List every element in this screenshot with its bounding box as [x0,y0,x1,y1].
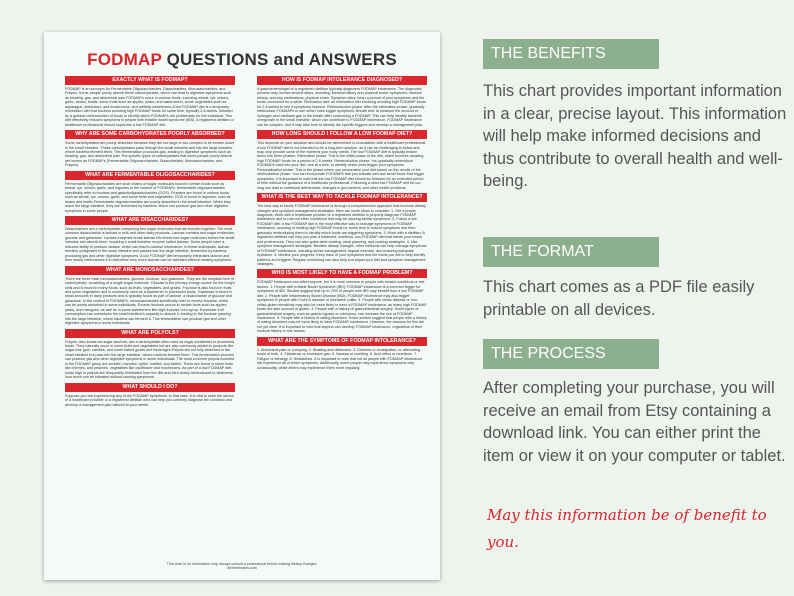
section-body: There are three main monosaccharides: glucose, fructose, and galactose. They are the simplest form of carbohydrate, consisting of a single sugar molecule. Glucose is the primary energy source for the body's cells and is found in many foods, such as fruits, vegetables, and grains. Fructose is also found in fruits and some vegetables and is commonly used as a sweetener in processed foods. Galactose is found in small amounts in dairy products and is typically found as part of lactose, a disaccharide of glucose and galactose. In the context of FODMAPs, monosaccharides specifically refer to excess fructose, which can be poorly absorbed in some individuals. Excess fructose occurs in certain fruits such as apples, pears, and mangoes, as well as in some sweeteners like high-fructose corn syrup. Excessive fruit consumption can overwhelm the small intestine's capacity to absorb it, leading to the fructose passing into the large intestine, where bacteria can ferment it. This fermentation can produce gas and other digestive symptoms in some individuals. [65,276,235,326]
section-heading: WHO IS MOST LIKELY TO HAVE A FODMAP PROBLEM? [257,269,427,278]
section-heading: WHAT ARE THE SYMPTOMS OF FODMAP INTOLERANCE? [257,337,427,346]
section-body: This depends on your situation and should be determined in consultation with a healthcare professional. A low FODMAP diet is not intended to be a long-term solution, as it can be challenging to follow and may only provide some of the nutrients your body needs. The low FODMAP diet is typically broken down into three phases: Elimination phase: This is the initial phase of the diet, which involves avoiding high FODMAP foods for a period of 2-6 weeks. Reintroduction phase: You gradually reintroduce FODMAPs back into your diet, one at a time, to identify which ones trigger your symptoms. Personalization phase: This is the phase where you personalize your diet based on the results of the reintroduction phase. You can incorporate FODMAPs that you tolerate well and avoid those that trigger symptoms. It is important to note that the low FODMAP diet should be followed for an extended period of time without the guidance of a healthcare professional. Following a strict low FODMAP diet for too long can lead to nutritional deficiencies, changes in gut bacteria, and other health problems. [257,141,427,190]
section-body: A gastroenterologist or a registered dietitian typically diagnoses FODMAP intolerance. The diagnostic process may involve several steps, including: Medical history and physical exam: symptoms, medical history, and any medications, physical exam. Symptom diary: keep a journal of your symptoms and the foods consumed for a while. Elimination diet: an elimination diet involving avoiding high FODMAP foods for 2-6 weeks to see if symptoms improve. Reintroduction phase: After the elimination phase, gradually reintroduce FODMAPs to see which ones trigger symptoms. Breath test: to measure the amount of hydrogen and methane gas in the breath after consuming a FODMAP. This can help identify bacterial overgrowth in the small intestine, which can contribute to FODMAP intolerance. FODMAP intolerance can be complex, and it may take time to identify the specific triggers and develop a management plan. [257,87,426,127]
section-heading: WHAT ARE POLYOLS? [65,329,235,338]
benefits-text: This chart provides important information in a clear, precise layout. This information will help make informed decisions and thus contribute to overall health and well-being. [483,82,787,190]
section [257,76,427,127]
process-label: THE PROCESS [483,339,659,369]
section [65,216,235,263]
footer-disclaimer: This chart is for information only, always consult a professional before making dietary changes. [166,562,318,566]
format-text: This chart comes as a PDF file easily printable on all devices. [483,278,755,319]
section-body: FODMAP intolerance can affect anyone, but it is more common in people with certain conditions or risk factors. 1. People with Irritable Bowel Syndrome (IBS): FODMAP intolerance is a common trigger for symptoms of IBS. Studies suggest that up to 75% of people with IBS may benefit from a low FODMAP diet. 2. People with Inflammatory Bowel Disease (IBD): FODMAP intolerance may also trigger symptoms in people with Crohn's disease or ulcerative colitis. 3. People with celiac disease or non-celiac gluten sensitivity may also be more likely to have a FODMAP intolerance, as many high FODMAP foods are also sources of gluten. 4. People with a history of gastrointestinal surgery: Some types of gastrointestinal surgery, such as gastric bypass or colectomy, can increase the risk of FODMAP intolerance. 5. People with a history of eating disorders: Some studies suggest that people with a history of eating disorders may be more likely to have FODMAP intolerance. However, the reasons for this are not yet clear. It is important to note that anyone can develop FODMAP intolerance, regardless of their medical history or risk factors. [257,280,427,334]
section-body: 1. Abdominal pain or cramping. 2. Bloating and distension. 3. Diarrhea or constipation, or alternating bouts of both. 4. Flatulence or excessive gas. 5. Nausea or vomiting. 6. Acid reflux or heartburn. 7. Fatigue or lethargy. 8. Headaches. It is important to note that not all people with FODMAP intolerance will experience all of these symptoms. Additionally, some people may experience symptoms only occasionally, while others may experience them more regularly. [257,347,423,370]
section-body: Suppose you are experiencing any of the FODMAP symptoms. In that case, it is vital to seek the advice of a healthcare provider or a registered dietitian who can help you correctly diagnose the condition and develop a management plan tailored to your needs. [65,393,234,407]
section-heading: HOW IS FODMAP INTOLERANCE DIAGNOSED? [257,76,427,85]
section [257,130,427,190]
section-body: Some carbohydrates are poorly absorbed because they are too large or too complex to be broken down in the small intestine. These carbohydrates pass through the small intestine and into the large intestine, where bacteria ferment them. This fermentation produces gas, leading to digestive symptoms such as bloating, gas, and abdominal pain.The specific types of carbohydrates that some people poorly absorb are known as FODMAPs (Fermentable Oligosaccharides, Disaccharides, Monosaccharides, and Polyols). [65,141,235,168]
section [65,76,235,127]
benefits-label: THE BENEFITS [483,39,659,69]
section [65,266,235,326]
section-body: Polyols, also known as sugar alcohols, are a carbohydrate often used as sugar substitutes in processed foods. They naturally occur in some fruits and vegetables but are also commonly added to products like sugar-free gum, candies, and some baked goods and beverages.Polyols are not fully absorbed in the small intestine but pass into the large intestine, where bacteria ferment them. This fermentation process can produce gas and other digestive symptoms in some individuals. The most common polyols included in the FODMAP group are sorbitol, mannitol, xylitol, maltitol, and lactitol. These are found in stone fruits like cherries, and peaches, vegetables like cauliflower and mushrooms. As part of a low FODMAP diet, foods high in polyols are temporarily eliminated from the diet and then slowly reintroduced to determine how much can be tolerated without causing symptoms. [65,339,235,380]
section-body: Fermentable Oligosaccharides are short chains of sugar molecules found in certain foods such as wheat, rye, onions, garlic, and legumes.In the context of FODMAPs, fermentable oligosaccharides specifically refer to fructans and galactooligosaccharides (GOS). Fructans are found in various foods such as wheat, rye, onions, garlic, and some fruits and vegetables. GOS is found in legumes, such as beans and lentils.Fermentable oligosaccharides are poorly absorbed in the small intestine. When they reach the large intestine, they are fermented by bacteria, which can produce gas and other digestive symptoms in some people. [65,181,231,213]
left-column [65,76,235,556]
section-body: The best way to tackle FODMAP intolerance is through a comprehensive approach that involves dietary changes and symptom management strategies. Here are some steps to consider: 1. Get a proper diagnosis: Work with a healthcare provider or a registered dietitian to properly diagnose FODMAP intolerance and to rule out other conditions that may be causing similar symptoms. 2. Follow a low FODMAP diet: a low FODMAP diet is the most effective way to manage symptoms of FODMAP intolerance, avoiding or limiting high FODMAP foods for some time to reduce symptoms and then gradually reintroducing them to identify which foods are triggering symptoms. 3. Work with a dietitian: A registered dietitian can help you plan a balanced, nutritious, low-FODMAP diet that meets your needs and preferences. They can also guide label reading, meal planning, and cooking strategies. 4. Use symptom management strategies: Besides dietary changes, other methods can help manage symptoms of FODMAP intolerance, including stress management, regular exercise, and ensuring adequate hydration. 5. Monitor your progress: Keep track of your symptoms and the foods you eat to help identify patterns and triggers. Regular monitoring can also help you adjust your diet and symptom management strategies. [257,204,427,266]
section-body: Disaccharides are a carbohydrate comprising two sugar molecules that are bonded together. The most common disaccharide is lactose in milk and other dairy products. Lactose contains two sugar molecules: glucose and galactose. Lactase enzymes break lactose into these two sugar molecules before the small intestine can absorb them, requiring a small intestine enzyme called lactase. Some people have a reduced ability to produce lactase, which can lead to lactose intolerance. In these individuals, lactose remains undigested in the small intestine and passes into the large intestine, fermented by bacteria, producing gas and other digestive symptoms. A low FODMAP diet temporarily eliminates lactose and then slowly reintroduces it to determine how much lactose can be tolerated without causing symptoms. [65,226,235,263]
section-heading: WHAT ARE FERMENTABLE OLIGOSACCHARIDES? [65,171,235,180]
format-label: THE FORMAT [483,237,659,267]
document-title [44,50,440,70]
section [257,269,427,333]
section [257,193,427,266]
section-heading: WHY ARE SOME CARBOHYDRATES POORLY ABSORBED? [65,130,235,139]
section [65,383,235,407]
section [257,337,427,370]
section-heading: EXACTLY WHAT IS FODMAP? [65,76,235,85]
closing-message: May this information be of benefit to you. [487,506,767,551]
right-column [257,76,427,556]
document-title-rest: QUESTIONS and ANSWERS [161,50,397,69]
section [65,329,235,380]
section-heading: HOW LONG SHOULD I FOLLOW A LOW FODMAP DIET? [257,130,427,139]
section-heading: WHAT ARE MONOSACCHARIDES? [65,266,235,275]
section [65,130,235,168]
footer-website: dietreminders.com [227,566,257,571]
chart-document [44,32,440,580]
section-heading: WHAT ARE DISACCHARIDES? [65,216,235,225]
section-heading: WHAT SHOULD I DO? [65,383,235,392]
document-footer [44,562,440,571]
document-title-fodmap: FODMAP [87,50,162,69]
section [65,171,235,213]
section-body: FODMAP is an acronym for Fermentable Oligosaccharides, Disaccharides, Monosaccharides, and Polyols. Some people poorly absorb these carbohydrates, which can lead to digestive symptoms such as bloating, gas, and abdominal pain.FODMAPs occur in various foods, including wheat, rye, onions, garlic, beans, lentils, some fruits such as apples, pears, and watermelon, some vegetables such as asparagus, artichokes, and mushrooms, and artificial sweeteners.A low FODMAP diet is a temporary elimination diet that involves avoiding high FODMAP foods for some time, typically 2-6 weeks, followed by a gradual reintroduction of foods to identify which FODMAPs are problematic for the individual. This diet effectively reduces symptoms in people with irritable bowel syndrome (IBS). A registered dietitian or healthcare professional should supervise a low FODMAP diet. [65,87,234,127]
process-text: After completing your purchase, you will receive an email from Etsy containing a download link. You can either print the item or view it on your computer or tablet. [483,379,786,465]
section-heading: WHAT IS THE BEST WAY TO TACKLE FODMAP INTOLERANCE? [257,193,427,202]
